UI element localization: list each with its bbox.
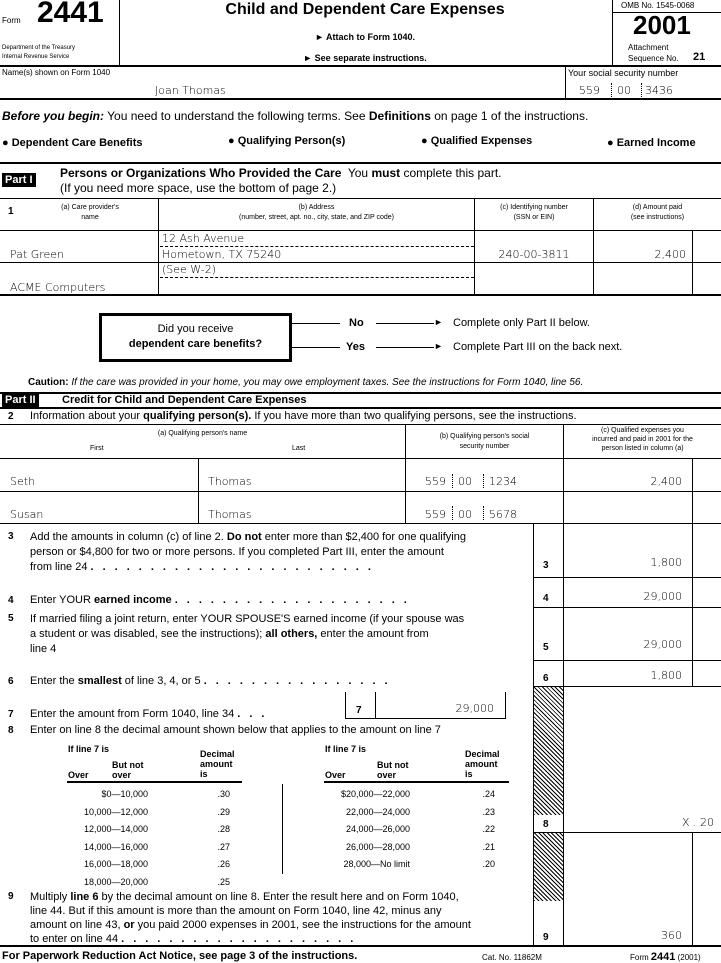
line6-amount[interactable]: 1,800 bbox=[650, 669, 682, 682]
name-label: Name(s) shown on Form 1040 bbox=[2, 68, 111, 77]
income-range: 10,000—12,000 bbox=[83, 806, 148, 817]
table-header: Over bbox=[325, 770, 346, 780]
provider-name[interactable]: Pat Green bbox=[10, 248, 65, 261]
arrow-right-icon: ► bbox=[434, 341, 443, 351]
col-header-expenses: (c) Qualified expenses you incurred and paid in 2001 for the person listed in column (a) bbox=[592, 427, 693, 452]
decision-yes-text: Complete Part III on the back next. bbox=[453, 341, 623, 353]
dept-line: Internal Revenue Service bbox=[2, 54, 70, 60]
caution-note: Caution: If the care was provided in your home, you may owe employment taxes. See the instructions for Form 1040, line 56. bbox=[28, 377, 584, 388]
provider-address[interactable]: (See W-2) bbox=[162, 263, 216, 276]
line-number: 9 bbox=[8, 891, 14, 902]
leader-dots: ........................ bbox=[90, 561, 380, 573]
leader-dots: ................ bbox=[203, 675, 397, 687]
decimal-amount: .28 bbox=[217, 824, 230, 834]
paperwork-notice: For Paperwork Reduction Act Notice, see page 3 of the instructions. bbox=[2, 950, 358, 962]
line-number: 3 bbox=[8, 531, 14, 542]
line6-text: Enter the smallest of line 3, 4, or 5 ................ bbox=[30, 675, 397, 687]
line-box-number: 8 bbox=[543, 819, 549, 830]
decision-no: No bbox=[349, 317, 364, 329]
ssn-part[interactable]: 559 bbox=[425, 475, 446, 488]
col-header-first: First bbox=[90, 445, 104, 452]
income-range: $0—10,000 bbox=[101, 789, 148, 799]
catalog-number: Cat. No. 11862M bbox=[482, 953, 542, 962]
decision-yes: Yes bbox=[346, 341, 365, 353]
line-number: 2 bbox=[8, 411, 14, 422]
omb-number: OMB No. 1545-0068 bbox=[621, 1, 695, 10]
instructions-note: ► See separate instructions. bbox=[303, 53, 427, 63]
income-range: 24,000—26,000 bbox=[345, 824, 410, 834]
line-box-number: 9 bbox=[543, 932, 549, 943]
col-header-person: (a) Qualifying person's name bbox=[157, 430, 248, 437]
ssn-part[interactable]: 00 bbox=[458, 508, 472, 521]
income-range: 28,000—No limit bbox=[343, 859, 410, 869]
decimal-amount: .27 bbox=[217, 841, 230, 852]
income-range: 18,000—20,000 bbox=[83, 876, 148, 887]
line-number: 6 bbox=[8, 676, 14, 687]
first-name[interactable]: Seth bbox=[10, 475, 36, 488]
line4-amount[interactable]: 29,000 bbox=[643, 590, 682, 603]
term-earned-income: ● Earned Income bbox=[607, 137, 696, 149]
part2-label: Part II bbox=[2, 393, 39, 407]
expense-amount[interactable]: 2,400 bbox=[650, 475, 682, 488]
line3-text: Add the amounts in column (c) of line 2. Do not enter more than $2,400 for one qualifying person or $4,800 for two or more persons. If you completed Part III, enter the amount from line 24 ........................ bbox=[30, 531, 466, 573]
footer-form-id: Form 2441 (2001) bbox=[630, 951, 701, 963]
col-header-ssn: (b) Qualifying person's social security number bbox=[439, 433, 530, 450]
col-header-provider: (a) Care provider's name bbox=[61, 204, 119, 221]
decision-question: dependent care benefits? bbox=[128, 338, 263, 350]
table-header: If line 7 is bbox=[325, 744, 367, 754]
provider-name[interactable]: ACME Computers bbox=[10, 281, 106, 294]
decision-question: Did you receive bbox=[157, 323, 234, 335]
line-number: 8 bbox=[8, 725, 14, 736]
line2-text: Information about your qualifying person(s). If you have more than two qualifying persons, see the instructions. bbox=[30, 410, 577, 422]
income-range: $20,000—22,000 bbox=[340, 789, 410, 799]
income-range: 14,000—16,000 bbox=[83, 841, 148, 852]
line9-text: Multiply line 6 by the decimal amount on line 8. Enter the result here and on Form 1040, line 44. But if this amount is more than the amount on Form 1040, line 42, minus any amount on line 43, or you paid 2000 expenses in 2001, see the instructions for the amount to enter on line 44 .................... bbox=[30, 891, 471, 945]
first-name[interactable]: Susan bbox=[10, 508, 44, 521]
dept-line: Department of the Treasury bbox=[2, 45, 76, 51]
form-number: 2441 bbox=[37, 0, 104, 29]
table-header: If line 7 is bbox=[68, 744, 110, 754]
line-box-number: 7 bbox=[356, 705, 362, 716]
provider-address[interactable]: 12 Ash Avenue bbox=[162, 232, 245, 245]
form-label: Form bbox=[2, 16, 21, 25]
sequence-label: Sequence No. bbox=[628, 54, 679, 63]
part1-title: Persons or Organizations Who Provided the Care You must complete this part. bbox=[60, 166, 502, 180]
line-number: 5 bbox=[8, 613, 14, 624]
ssn-part[interactable]: 00 bbox=[458, 475, 472, 488]
last-name[interactable]: Thomas bbox=[208, 508, 252, 521]
last-name[interactable]: Thomas bbox=[208, 475, 252, 488]
line7-text: Enter the amount from Form 1040, line 34 ... bbox=[30, 708, 274, 720]
part1-subtitle: (If you need more space, use the bottom of page 2.) bbox=[60, 181, 337, 195]
line-box-number: 3 bbox=[543, 560, 549, 571]
line5-text: If married filing a joint return, enter YOUR SPOUSE'S earned income (if your spouse was a student or was disabled, see the instructions); all others, enter the amount from line 4 bbox=[30, 613, 465, 655]
table-header: Decimal amount is bbox=[465, 749, 500, 779]
table-header: Decimal amount is bbox=[200, 749, 235, 779]
decimal-amount: .29 bbox=[217, 806, 230, 817]
term-dependent-care-benefits: ● Dependent Care Benefits bbox=[2, 137, 143, 149]
arrow-right-icon: ► bbox=[434, 317, 443, 327]
col-header-id: (c) Identifying number (SSN or EIN) bbox=[500, 204, 568, 221]
line-box-number: 6 bbox=[543, 673, 549, 684]
tax-year: 2001 bbox=[633, 10, 691, 40]
term-qualifying-persons: ● Qualifying Person(s) bbox=[228, 135, 346, 147]
ssn-label: Your social security number bbox=[568, 68, 679, 78]
form-title: Child and Dependent Care Expenses bbox=[225, 1, 505, 18]
line5-amount[interactable]: 29,000 bbox=[643, 638, 682, 651]
col-header-last: Last bbox=[292, 445, 306, 452]
leader-dots: ... bbox=[237, 708, 274, 720]
provider-address[interactable]: Hometown, TX 75240 bbox=[162, 248, 282, 261]
ssn-part[interactable]: 1234 bbox=[489, 475, 517, 488]
col-header-amount: (d) Amount paid (see instructions) bbox=[630, 204, 685, 221]
ssn-part[interactable]: 5678 bbox=[489, 508, 517, 521]
part1-label: Part I bbox=[2, 173, 36, 187]
table-header: But not over bbox=[112, 760, 144, 780]
decision-no-text: Complete only Part II below. bbox=[453, 317, 590, 329]
leader-dots: .................... bbox=[174, 594, 416, 606]
decimal-amount: .25 bbox=[217, 876, 230, 887]
income-range: 22,000—24,000 bbox=[345, 806, 410, 817]
income-range: 26,000—28,000 bbox=[345, 841, 410, 852]
line-box-number: 4 bbox=[543, 593, 549, 604]
decimal-amount: .22 bbox=[482, 824, 495, 834]
line-number: 4 bbox=[8, 595, 14, 606]
table-header: But not over bbox=[377, 760, 409, 780]
part2-title: Credit for Child and Dependent Care Expenses bbox=[62, 394, 307, 406]
term-qualified-expenses: ● Qualified Expenses bbox=[421, 135, 533, 147]
before-you-begin: Before you begin: You need to understand the following terms. See Definitions on page 1 of the instructions. bbox=[2, 109, 589, 123]
attach-note: ► Attach to Form 1040. bbox=[314, 32, 416, 42]
decimal-amount: .20 bbox=[482, 859, 495, 869]
decimal-amount: .21 bbox=[482, 841, 495, 852]
line3-amount[interactable]: 1,800 bbox=[650, 556, 682, 569]
line4-text: Enter YOUR earned income .................... bbox=[30, 594, 416, 606]
provider-id[interactable]: 240-00-3811 bbox=[498, 248, 570, 261]
decimal-amount: .26 bbox=[217, 859, 230, 869]
decimal-amount: .30 bbox=[217, 789, 230, 799]
income-range: 16,000—18,000 bbox=[83, 859, 148, 869]
provider-amount[interactable]: 2,400 bbox=[654, 248, 686, 261]
ssn-part: 559 bbox=[579, 84, 600, 97]
line7-amount[interactable]: 29,000 bbox=[455, 702, 494, 715]
line8-decimal[interactable]: X . 20 bbox=[681, 816, 714, 829]
ssn-part[interactable]: 559 bbox=[425, 508, 446, 521]
income-range: 12,000—14,000 bbox=[83, 824, 148, 834]
table-header: Over bbox=[68, 770, 89, 780]
sequence-number: 21 bbox=[693, 51, 706, 63]
name-field[interactable]: Joan Thomas bbox=[155, 84, 226, 97]
ssn-part: 3436 bbox=[645, 84, 673, 97]
line-box-number: 5 bbox=[543, 642, 549, 653]
line-number: 7 bbox=[8, 709, 14, 720]
attachment-label: Attachment bbox=[628, 43, 669, 52]
decimal-amount: .23 bbox=[482, 806, 495, 817]
ssn-part: 00 bbox=[617, 84, 631, 97]
line8-text: Enter on line 8 the decimal amount shown below that applies to the amount on line 7 bbox=[30, 724, 441, 736]
decimal-amount: .24 bbox=[482, 789, 495, 799]
line-number: 1 bbox=[8, 206, 14, 217]
col-header-address: (b) Address (number, street, apt. no., city, state, and ZIP code) bbox=[239, 204, 394, 221]
line9-amount[interactable]: 360 bbox=[661, 929, 682, 942]
leader-dots: .................... bbox=[121, 933, 363, 945]
